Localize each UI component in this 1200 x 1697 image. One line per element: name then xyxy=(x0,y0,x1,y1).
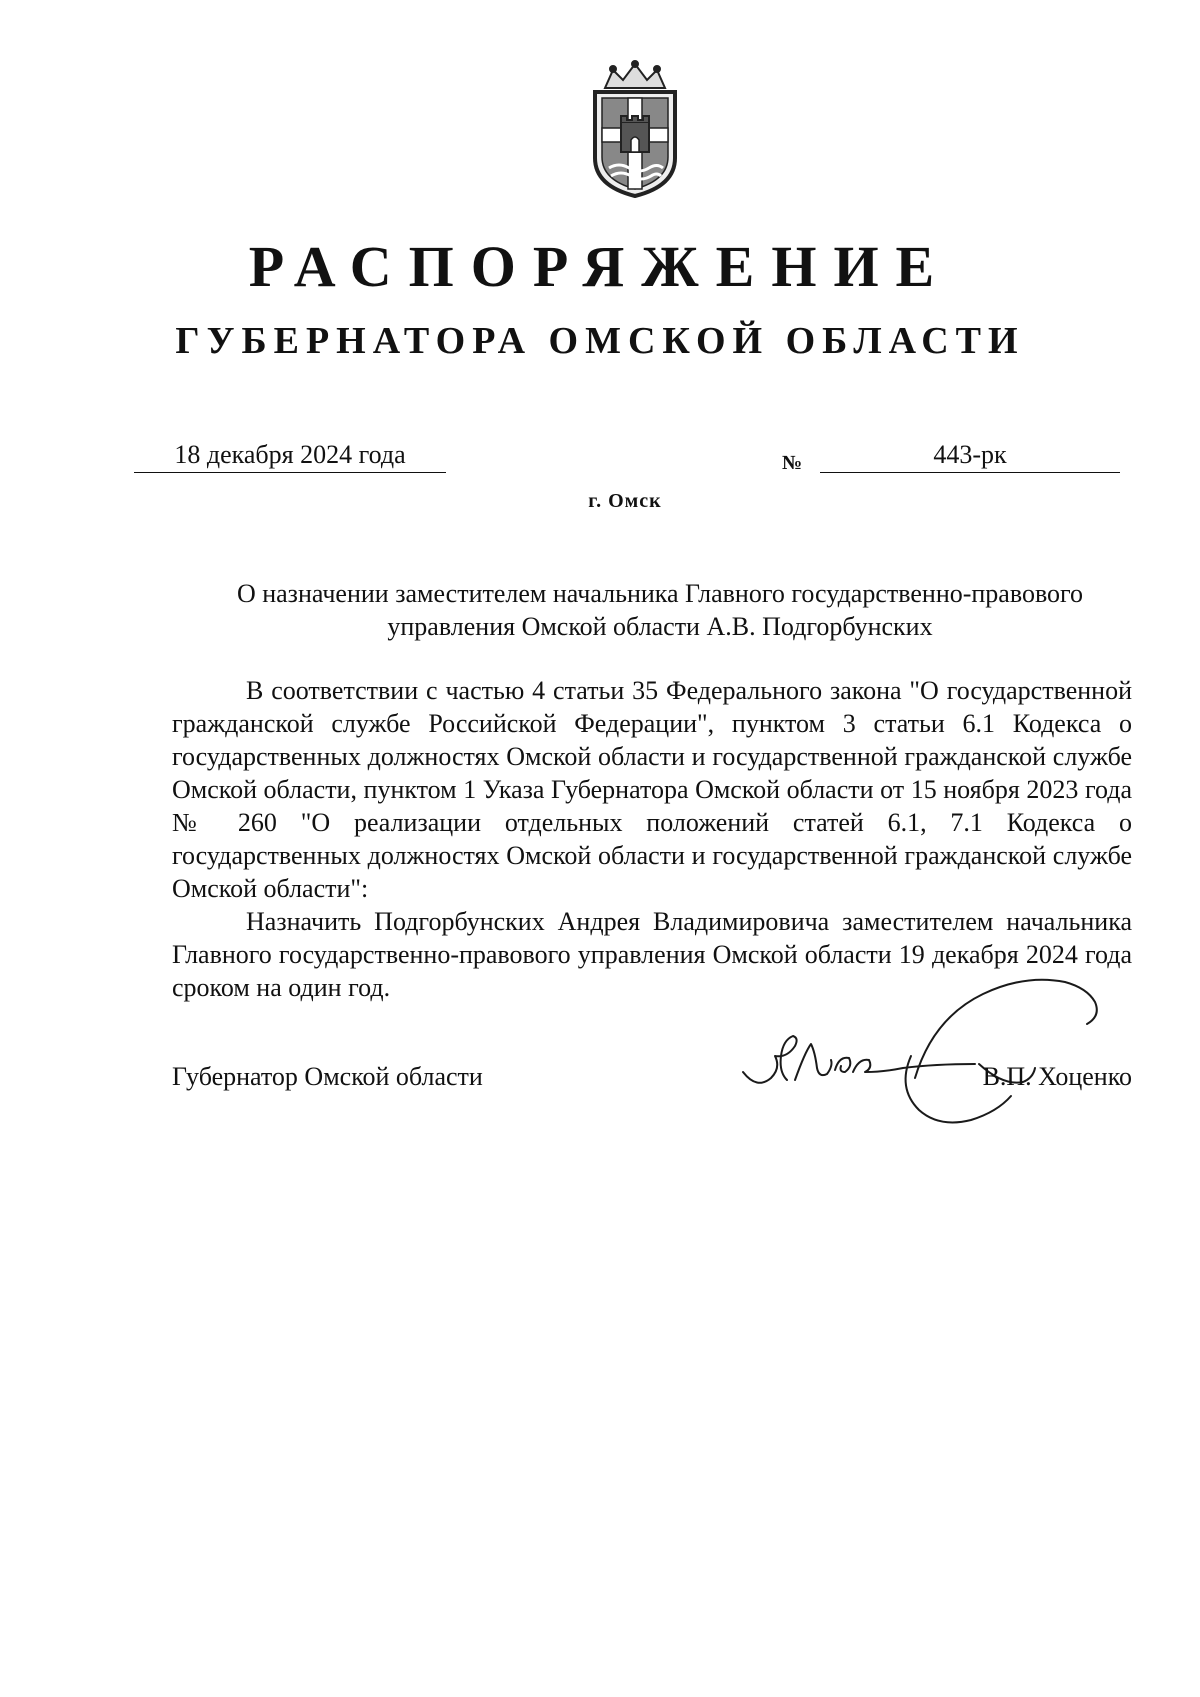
document-city: г. Омск xyxy=(588,490,662,512)
document-date: 18 декабря 2024 года xyxy=(134,438,446,473)
document-number: 443-рк xyxy=(820,438,1120,473)
number-sign: № xyxy=(782,452,803,474)
document-body xyxy=(172,674,1132,1004)
body-paragraph: Назначить Подгорбунских Андрея Владимировича заместителем начальника Главного государственно-правового управления Омской области 19 декабря 2024 года сроком на один год. xyxy=(172,907,1132,1002)
signatory-role: Губернатор Омской области xyxy=(172,1062,483,1091)
signatory-name: В.П. Хоценко xyxy=(982,1062,1132,1091)
coat-of-arms-icon xyxy=(575,60,695,200)
handwritten-signature xyxy=(735,960,1135,1140)
document-heading: О назначении заместителем начальника Главного государственно-правового управления Омской области А.В. Подгорбунских xyxy=(236,579,1084,641)
body-paragraph: В соответствии с частью 4 статьи 35 Федерального закона "О государственной гражданской службе Российской Федерации", пунктом 3 статьи 6.1 Кодекса о государственных должностях Омской области и государственной гражданской службе Омской области, пунктом 1 Указа Губернатора Омской области от 15 ноября 2023 года № 260 "О реализации отдельных положений статей 6.1, 7.1 Кодекса о государственных должностях Омской области и государственной гражданской службе Омской области": xyxy=(172,676,1132,903)
document-title: РАСПОРЯЖЕНИЕ xyxy=(248,234,952,299)
document-subtitle: ГУБЕРНАТОРА ОМСКОЙ ОБЛАСТИ xyxy=(175,320,1025,362)
